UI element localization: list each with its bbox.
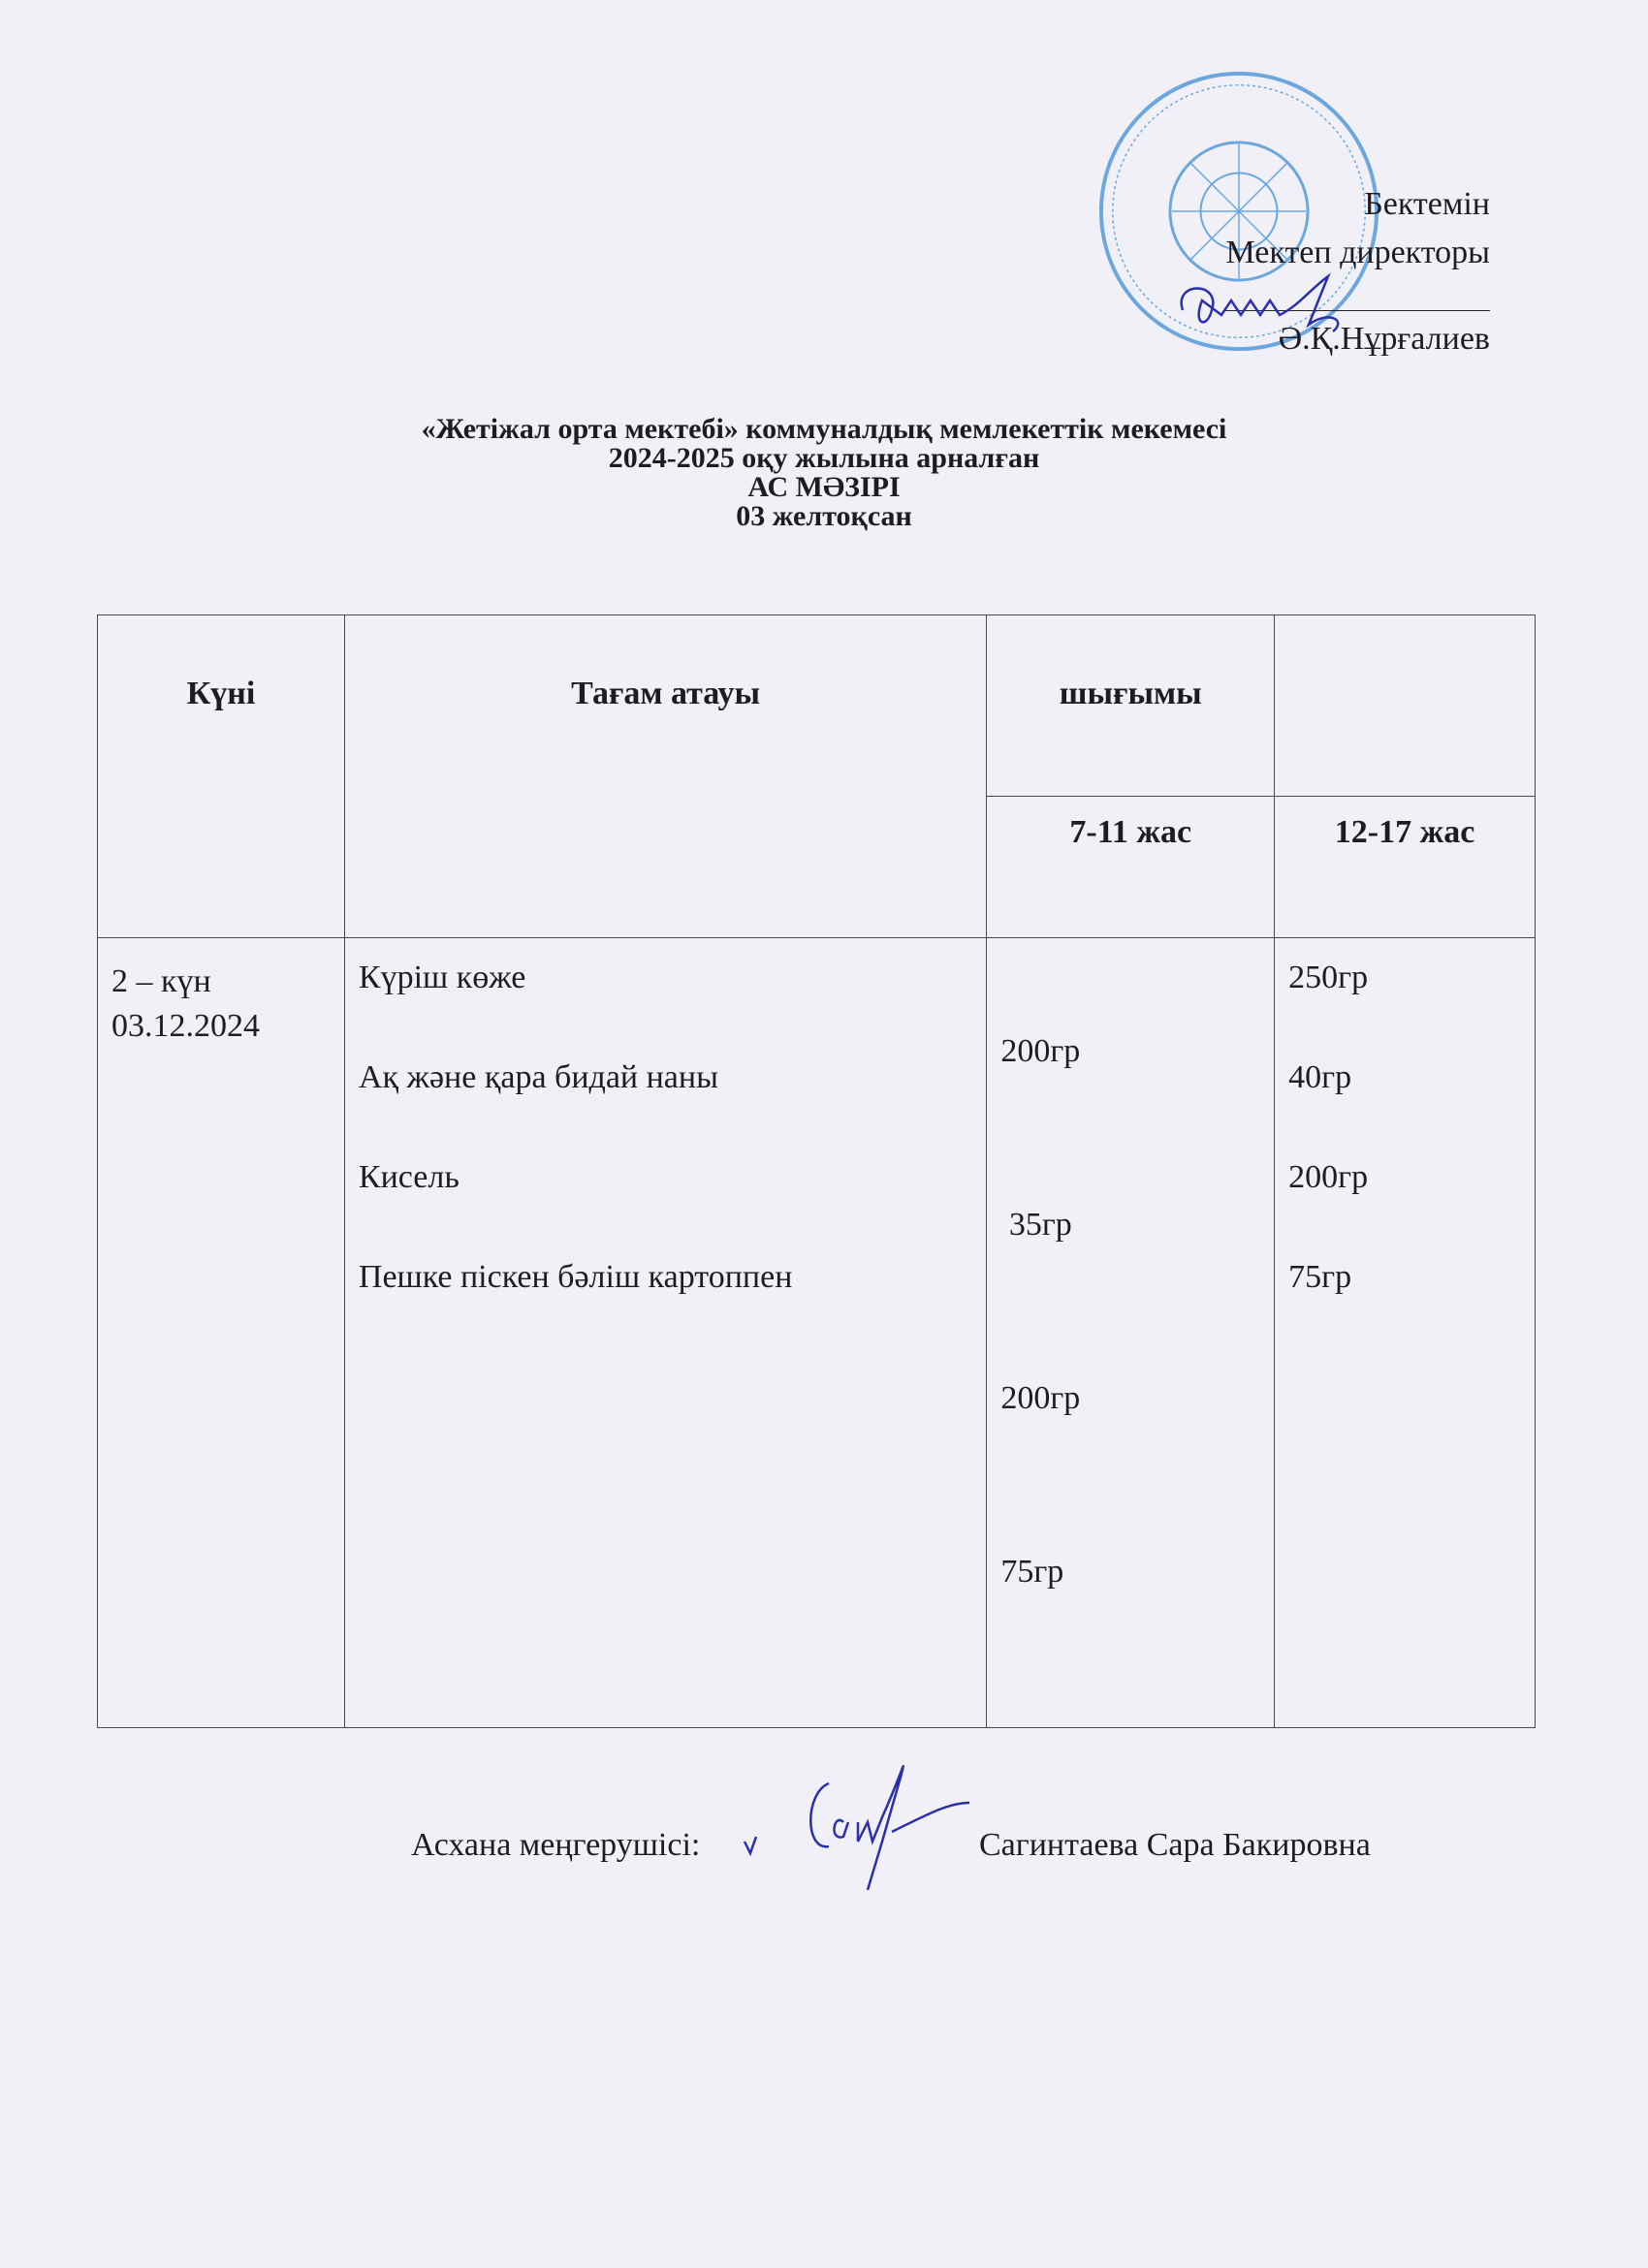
day-label: 2 – күн bbox=[111, 963, 211, 999]
portion: 75гр bbox=[1288, 1259, 1352, 1295]
canteen-head-role: Асхана меңгерушісі: bbox=[411, 1827, 701, 1863]
approval-line1: Бектемін bbox=[1364, 186, 1490, 222]
dish-cell bbox=[344, 938, 986, 1728]
header-day: Күні bbox=[98, 615, 345, 938]
age1-cell bbox=[987, 938, 1275, 1728]
canteen-head-name: Сагинтаева Сара Бакировна bbox=[979, 1827, 1371, 1863]
portion: 200гр bbox=[1000, 1380, 1081, 1416]
portion: 40гр bbox=[1288, 1059, 1352, 1095]
header-dish: Тағам атауы bbox=[344, 615, 986, 938]
title-line4: 03 желтоқсан bbox=[736, 500, 912, 532]
title-line3: АС МӘЗІРІ bbox=[747, 471, 901, 503]
canteen-head-signature bbox=[737, 1745, 969, 1890]
header-yield: шығымы bbox=[987, 615, 1275, 797]
dish-item: Ақ және қара бидай наны bbox=[358, 1059, 718, 1095]
dish-item: Күріш көже bbox=[358, 960, 526, 995]
table-row bbox=[98, 938, 1536, 1728]
header-empty bbox=[1275, 615, 1536, 797]
date: 03.12.2024 bbox=[111, 1008, 260, 1044]
menu-table bbox=[97, 614, 1536, 1728]
dish-item: Пешке піскен бәліш картоппен bbox=[358, 1259, 793, 1295]
header-age-12-17: 12-17 жас bbox=[1275, 797, 1536, 938]
portion: 75гр bbox=[1000, 1554, 1064, 1590]
dish-item: Кисель bbox=[358, 1159, 460, 1195]
approval-line2: Мектеп директоры bbox=[1225, 235, 1490, 270]
portion: 200гр bbox=[1288, 1159, 1369, 1195]
age2-cell bbox=[1275, 938, 1536, 1728]
portion: 35гр bbox=[1000, 1207, 1072, 1243]
header-age-7-11: 7-11 жас bbox=[987, 797, 1275, 938]
portion: 250гр bbox=[1288, 960, 1369, 995]
portion: 200гр bbox=[1000, 1033, 1081, 1069]
day-cell bbox=[98, 938, 345, 1728]
director-name: Ә.Қ.Нұрғалиев bbox=[1278, 321, 1490, 357]
title-line2: 2024-2025 оқу жылына арналған bbox=[608, 442, 1040, 474]
title-line1: «Жетіжал орта мектебі» коммуналдық мемлекеттік мекемесі bbox=[421, 413, 1227, 445]
